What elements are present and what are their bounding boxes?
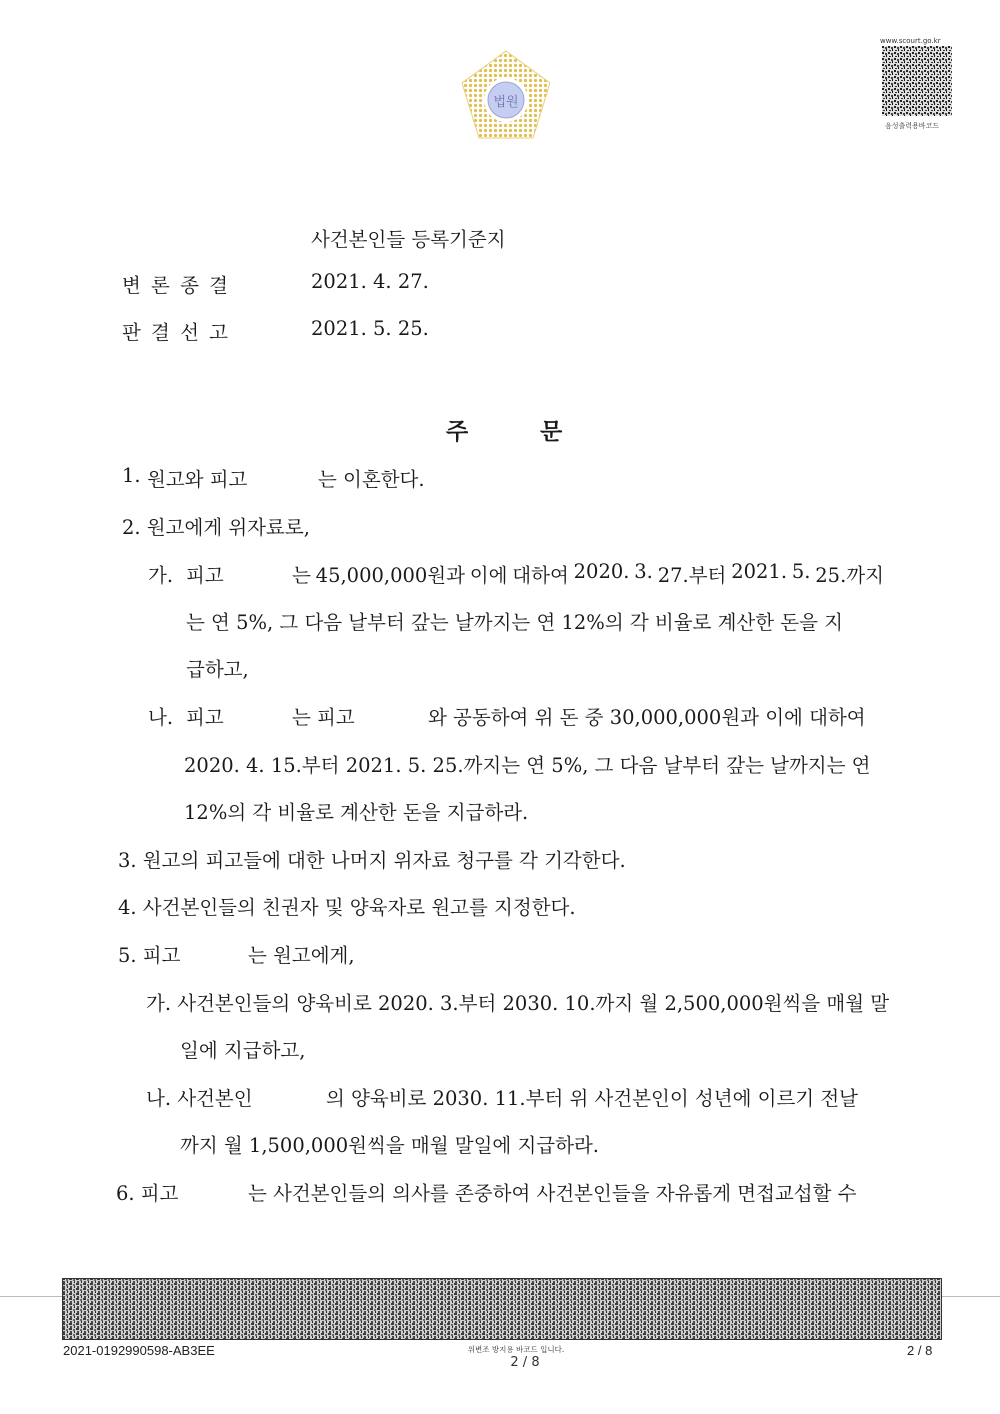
subject-line: 사건본인들 등록기준지 (311, 228, 506, 251)
page-number-right: 2 / 8 (907, 1343, 933, 1358)
item1-post: 는 이혼한다. (318, 468, 425, 491)
item5-post: 는 원고에게, (248, 944, 355, 967)
item4: 4. 사건본인들의 친권자 및 양육자로 원고를 지정한다. (118, 896, 576, 919)
qr-code (882, 46, 952, 116)
label-closing-of-argument: 변 론 종 결 (122, 274, 228, 297)
court-seal-logo (458, 48, 554, 144)
date-closing-of-argument: 2021. 4. 27. (311, 270, 429, 293)
footer-rule (0, 1296, 62, 1297)
footer-rule-right (942, 1296, 1000, 1297)
qr-caption: 음성출력용바코드 (885, 122, 940, 130)
item6-post: 는 사건본인들의 의사를 존중하여 사건본인들을 자유롭게 면접교섭할 수 (248, 1182, 857, 1205)
item5-ga-line2: 일에 지급하고, (180, 1039, 306, 1062)
item2-na-label: 나. (148, 706, 174, 729)
barcode-notice: 위변조 방지용 바코드 입니다. (467, 1345, 565, 1354)
item2-heading: 2. 원고에게 위자료로, (122, 516, 310, 539)
ruling-title-mun: 문 (540, 418, 563, 445)
item2-ga-line3: 급하고, (186, 658, 249, 681)
item1-pre: 원고와 피고 (147, 468, 248, 491)
date-judgment: 2021. 5. 25. (311, 317, 429, 340)
item3: 3. 원고의 피고들에 대한 나머지 위자료 청구를 각 기각한다. (118, 849, 626, 872)
svg-text:법원: 법원 (493, 95, 519, 110)
label-judgment-date: 판 결 선 고 (122, 321, 228, 344)
anti-forgery-barcode (62, 1278, 942, 1340)
item2-ga-line1: 는 45,000,000원과 이에 대하여 2020. 3. 27.부터 2021. 5. 25.까지 (292, 560, 884, 587)
item2-na-pre: 피고 (186, 706, 224, 729)
qr-url: www.scourt.go.kr (880, 37, 941, 45)
item2-na-line1: 와 공동하여 위 돈 중 30,000,000원과 이에 대하여 (428, 706, 866, 729)
item2-ga-label: 가. (148, 564, 174, 587)
item1-num: 1. (122, 464, 141, 487)
item6-pre: 6. 피고 (116, 1182, 179, 1205)
item5-na-line2: 까지 월 1,500,000원씩을 매월 말일에 지급하라. (180, 1134, 599, 1157)
item5-na-line1: 의 양육비로 2030. 11.부터 위 사건본인이 성년에 이르기 전날 (326, 1087, 859, 1110)
ruling-title-ju: 주 (446, 418, 469, 445)
item5-pre: 5. 피고 (118, 944, 181, 967)
document-id: 2021-0192990598-AB3EE (63, 1343, 215, 1358)
item2-na-line2: 2020. 4. 15.부터 2021. 5. 25.까지는 연 5%, 그 다음 날부터 갚는 날까지는 연 (184, 754, 871, 777)
item5-ga-line1: 가. 사건본인들의 양육비로 2020. 3.부터 2030. 10.까지 월 2,500,000원씩을 매월 말 (146, 992, 890, 1015)
item2-na-mid: 는 피고 (292, 706, 355, 729)
item5-na-pre: 나. 사건본인 (146, 1087, 253, 1110)
item2-ga-line2: 는 연 5%, 그 다음 날부터 갚는 날까지는 연 12%의 각 비율로 계산한 돈을 지 (186, 611, 844, 634)
item2-na-line3: 12%의 각 비율로 계산한 돈을 지급하라. (184, 801, 529, 824)
page-number-center: 2 / 8 (510, 1355, 540, 1370)
item2-ga-pre: 피고 (186, 564, 224, 587)
